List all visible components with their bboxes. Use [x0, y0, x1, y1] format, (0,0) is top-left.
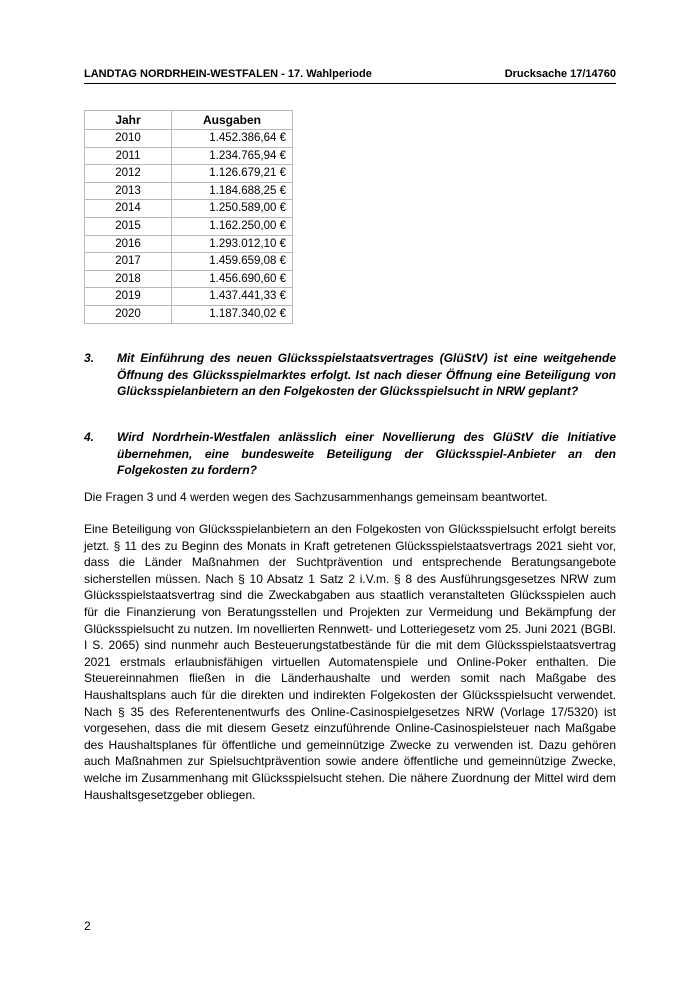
table-row — [85, 147, 293, 165]
year-cell: 2016 — [85, 235, 172, 253]
amount-cell: 1.437.441,33 € — [172, 288, 293, 306]
answer-intro: Die Fragen 3 und 4 werden wegen des Sachzusammenhangs gemeinsam beantwortet. — [84, 490, 548, 504]
header-right: Drucksache 17/14760 — [504, 68, 616, 80]
year-cell: 2014 — [85, 200, 172, 218]
column-header-amount: Ausgaben — [172, 111, 293, 130]
question-text: Wird Nordrhein-Westfalen anlässlich einer Novellierung des GlüStV die Initiative übernehmen, eine bundesweite Beteiligung der Glücksspiel-Anbieter an den Folgekosten zu fordern? — [117, 430, 616, 477]
table-header-row — [85, 111, 293, 130]
year-cell: 2020 — [85, 305, 172, 323]
year-cell: 2015 — [85, 217, 172, 235]
amount-cell: 1.126.679,21 € — [172, 165, 293, 183]
year-cell: 2017 — [85, 253, 172, 271]
header-left: LANDTAG NORDRHEIN-WESTFALEN - 17. Wahlperiode — [84, 68, 372, 80]
amount-cell: 1.456.690,60 € — [172, 270, 293, 288]
table-row — [85, 235, 293, 253]
question-4 — [84, 429, 616, 479]
expenses-table — [84, 110, 293, 324]
year-cell: 2011 — [85, 147, 172, 165]
answer-body: Eine Beteiligung von Glücksspielanbietern an den Folgekosten von Glücksspielsucht erfolgt bereits jetzt. § 11 des zu Beginn des Monats in Kraft getretenen Glücksspielstaatsvertrags 2021 sieht vor, dass die Länder Maßnahmen der Suchtprävention und entsprechende Beratungsangebote sicherstellen müssen. Nach § 10 Absatz 1 Satz 2 i.V.m. § 8 des Ausführungsgesetzes NRW zum Glücksspielstaatsvertrag sind die Zweckabgaben aus staatlich veranstalteten Glücksspielen auch für die Finanzierung von Beratungsstellen und Projekten zur Vermeidung und Bekämpfung der Glücksspielsucht zu nutzen. Im novellierten Rennwett- und Lotteriegesetz vom 25. Juni 2021 (BGBl. I S. 2065) sind nunmehr auch Besteuerungstatbestände für die mit dem Glücksspielstaatsvertrag 2021 erstmals erlaubnisfähigen virtuellen Automatenspiele und Online-Poker enthalten. Die Steuereinnahmen fließen in die Länderhaushalte und werden somit nach Maßgabe des Haushaltsplans auch für die direkten und indirekten Folgekosten der Glücksspielsucht verwendet. Nach § 35 des Referentenentwurfs des Online-Casinospielgesetzes NRW (Vorlage 17/5320) ist vorgesehen, dass die mit diesem Gesetz einzuführende Online-Casinospielsteuer nach Maßgabe des Haushaltsplanes für öffentliche und gemeinnützige Zwecke zu verwenden ist. Dazu gehören auch Maßnahmen zur Spielsuchtprävention sowie andere öffentliche und gemeinnützige Zwecke, welche im Zusammenhang mit Glücksspielsucht stehen. Die nähere Zuordnung der Mittel wird dem Haushaltsgesetzgeber obliegen. — [84, 522, 616, 802]
column-header-year: Jahr — [85, 111, 172, 130]
question-3 — [84, 350, 616, 400]
page-header — [84, 68, 616, 84]
table-row — [85, 253, 293, 271]
amount-cell: 1.293.012,10 € — [172, 235, 293, 253]
table-row — [85, 288, 293, 306]
year-cell: 2012 — [85, 165, 172, 183]
amount-cell: 1.187.340,02 € — [172, 305, 293, 323]
table-row — [85, 305, 293, 323]
page-number: 2 — [84, 919, 91, 933]
table-row — [85, 165, 293, 183]
year-cell: 2019 — [85, 288, 172, 306]
year-cell: 2018 — [85, 270, 172, 288]
question-number: 4. — [84, 430, 95, 444]
question-number: 3. — [84, 351, 95, 365]
year-cell: 2013 — [85, 182, 172, 200]
amount-cell: 1.234.765,94 € — [172, 147, 293, 165]
question-text: Mit Einführung des neuen Glücksspielstaatsvertrages (GlüStV) ist eine weitgehende Öffnung des Glücksspielmarktes erfolgt. Ist nach dieser Öffnung eine Beteiligung von Glücksspielanbietern an den Folgekosten der Glücksspielsucht in NRW geplant? — [117, 351, 616, 398]
table-row — [85, 270, 293, 288]
amount-cell: 1.459.659,08 € — [172, 253, 293, 271]
year-cell: 2010 — [85, 130, 172, 148]
amount-cell: 1.250.589,00 € — [172, 200, 293, 218]
table-row — [85, 200, 293, 218]
table-row — [85, 217, 293, 235]
amount-cell: 1.452.386,64 € — [172, 130, 293, 148]
amount-cell: 1.184.688,25 € — [172, 182, 293, 200]
amount-cell: 1.162.250,00 € — [172, 217, 293, 235]
table-row — [85, 182, 293, 200]
table-row — [85, 130, 293, 148]
